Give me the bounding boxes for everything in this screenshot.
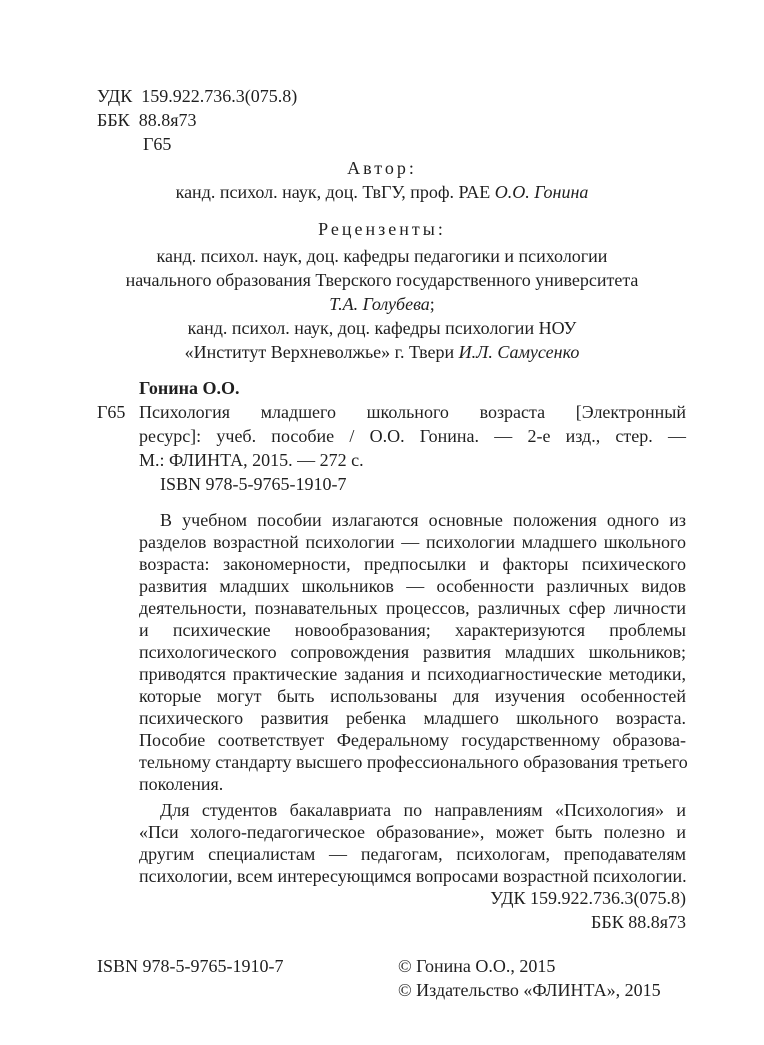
abstract-line-2: разделов возрастной психологии — психологии младшего школьного bbox=[139, 532, 686, 552]
udk-label: УДК bbox=[97, 86, 133, 106]
author-credentials: канд. психол. наук, доц. ТвГУ, проф. РАЕ bbox=[175, 182, 491, 202]
author-mark: Г65 bbox=[143, 134, 172, 154]
catalog-author: Гонина О.О. bbox=[139, 378, 240, 398]
abstract-line-8: приводятся практические задания и психодиагностические методики, bbox=[139, 664, 686, 684]
bbk-label: ББК bbox=[97, 110, 130, 130]
reviewers-heading: Рецензенты: bbox=[318, 219, 446, 239]
abstract-line-1: В учебном пособии излагаются основные положения одного из bbox=[160, 510, 686, 530]
audience-line-3: другим специалистам — педагогам, психологам, преподавателям bbox=[139, 844, 686, 864]
audience-line-1: Для студентов бакалавриата по направлениям «Психология» и bbox=[160, 800, 686, 820]
reviewer1-line1: канд. психол. наук, доц. кафедры педагогики и психологии bbox=[156, 246, 608, 266]
bbk-code bbox=[97, 110, 196, 131]
copyright-author: © Гонина О.О., 2015 bbox=[398, 956, 556, 976]
abstract-line-10: психического развития ребенка младшего школьного возраста. bbox=[139, 708, 686, 728]
abstract-udk: УДК 159.922.736.3(075.8) bbox=[490, 888, 686, 908]
abstract-line-5: деятельности, познавательных процессов, различных сфер личности bbox=[139, 598, 686, 618]
reviewer1-name: Т.А. Голубева bbox=[329, 294, 430, 314]
abstract-line-13: поколения. bbox=[139, 774, 224, 794]
author-line bbox=[0, 182, 764, 203]
catalog-line-3: М.: ФЛИНТА, 2015. — 272 с. bbox=[139, 450, 364, 470]
catalog-line-1: Психология младшего школьного возраста [Электронный bbox=[139, 402, 686, 422]
abstract-line-11: Пособие соответствует Федеральному государственному образова- bbox=[139, 730, 686, 750]
abstract-line-4: развития младших школьников — особенности различных видов bbox=[139, 576, 686, 596]
footer-isbn: ISBN 978-5-9765-1910-7 bbox=[97, 956, 284, 976]
copyright-publisher: © Издательство «ФЛИНТА», 2015 bbox=[398, 980, 661, 1000]
catalog-mark: Г65 bbox=[97, 402, 126, 422]
audience-line-2: «Пси холого-педагогическое образование», может быть полезно и bbox=[139, 822, 686, 842]
abstract-line-3: возраста: закономерности, предпосылки и факторы психического bbox=[139, 554, 686, 574]
abstract-line-9: которые могут быть использованы для изучения особенностей bbox=[139, 686, 686, 706]
reviewer2-affiliation: «Институт Верхневолжье» г. Твери bbox=[184, 342, 455, 362]
udk-code bbox=[97, 86, 297, 107]
catalog-line-2: ресурс]: учеб. пособие / О.О. Гонина. — 2-е изд., стер. — bbox=[139, 426, 686, 446]
abstract-line-12: тельному стандарту высшего профессионального образования третьего bbox=[139, 752, 688, 772]
udk-value: 159.922.736.3(075.8) bbox=[141, 86, 298, 106]
reviewer1-name-line bbox=[0, 294, 764, 315]
audience-line-4: психологии, всем интересующимся вопросами возрастной психологии. bbox=[139, 866, 687, 886]
reviewer2-line2 bbox=[0, 342, 764, 363]
reviewer1-suffix: ; bbox=[429, 294, 435, 314]
abstract-line-7: психологического сопровождения развития младших школьников; bbox=[139, 642, 686, 662]
author-name: О.О. Гонина bbox=[494, 182, 589, 202]
reviewer2-name: И.Л. Самусенко bbox=[458, 342, 580, 362]
catalog-isbn: ISBN 978-5-9765-1910-7 bbox=[160, 474, 347, 494]
reviewer1-line2: начального образования Тверского государственного университета bbox=[125, 270, 639, 290]
abstract-bbk: ББК 88.8я73 bbox=[591, 912, 686, 932]
author-heading: Автор: bbox=[347, 158, 417, 178]
bbk-value: 88.8я73 bbox=[138, 110, 197, 130]
abstract-line-6: и психические новообразования; характеризуются проблемы bbox=[139, 620, 686, 640]
reviewer2-line1: канд. психол. наук, доц. кафедры психологии НОУ bbox=[187, 318, 577, 338]
